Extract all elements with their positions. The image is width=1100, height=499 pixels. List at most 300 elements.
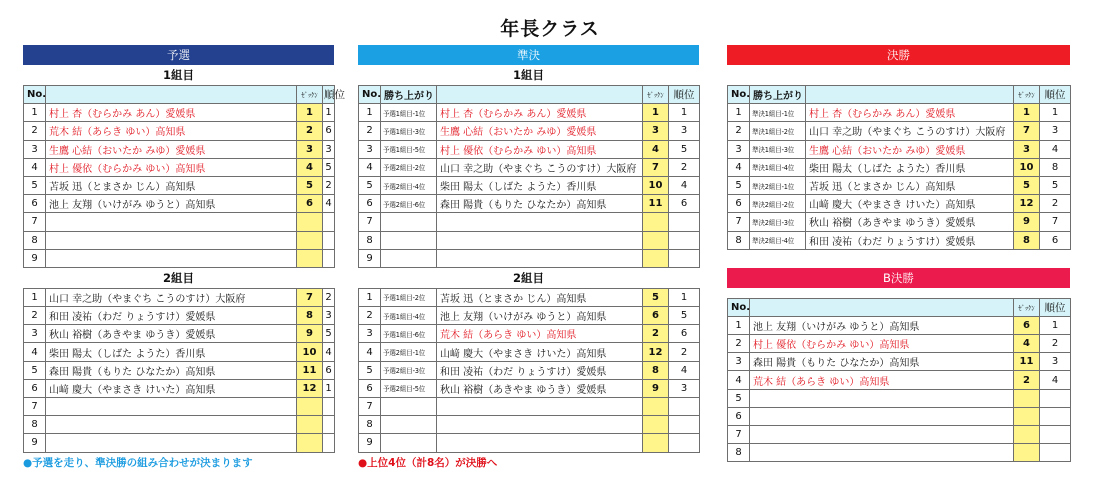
advance-source: 予選1組目-1位 [381,104,437,122]
table-row [359,176,700,194]
header-row [728,298,1071,316]
bib-number: 10 [297,343,323,361]
bib-number [643,249,669,267]
bib-number: 3 [297,140,323,158]
advance-source: 準決1組目-1位 [750,104,806,122]
row-number: 6 [24,379,46,397]
athlete-name [46,434,297,452]
rank-value: 2 [669,158,700,176]
bib-number [1014,407,1040,425]
table-row [359,213,700,231]
bib-number [643,434,669,452]
rank-value: 2 [1040,195,1071,213]
table-row [359,398,700,416]
advance-source [381,434,437,452]
table-row [359,104,700,122]
athlete-name [750,389,1014,407]
rank-value: 5 [669,307,700,325]
rank-value: 6 [323,361,335,379]
row-number: 8 [359,231,381,249]
bib-number [643,231,669,249]
rank-value: 3 [323,140,335,158]
athlete-name: 村上 優依（むらかみ ゆい）高知県 [46,158,297,176]
bib-number: 8 [643,361,669,379]
prelim-group1-table [23,85,345,268]
advance-source: 予選2組目-2位 [381,158,437,176]
row-number: 3 [359,140,381,158]
table-row [24,398,335,416]
rank-value [1040,389,1071,407]
rank-value [1040,407,1071,425]
rank-value: 5 [323,325,335,343]
table-row [728,140,1071,158]
prelim-group2-table [23,288,335,453]
bib-number [643,416,669,434]
rank-value: 1 [669,104,700,122]
prelim-banner: 予選 [23,45,334,65]
table-row [359,343,700,361]
athlete-name [437,416,643,434]
row-number: 6 [24,195,46,213]
semi-group2-label: 2組目 [512,270,544,285]
athlete-name: 村上 杏（むらかみ あん）愛媛県 [46,104,297,122]
row-number: 4 [24,158,46,176]
table-row [359,249,700,267]
bib-number: 8 [297,307,323,325]
bib-number: 4 [643,140,669,158]
row-number: 8 [24,416,46,434]
rank-value: 2 [1040,335,1071,353]
name-header [750,298,1014,316]
row-number: 5 [728,389,750,407]
athlete-name: 池上 友翔（いけがみ ゆうと）高知県 [750,316,1014,334]
bib-number: 1 [643,104,669,122]
table-row [359,416,700,434]
advance-source: 準決2組目-3位 [750,213,806,231]
semi-note: ●上位4位（計8名）が決勝へ [358,456,498,469]
row-number: 2 [24,122,46,140]
athlete-name: 村上 杏（むらかみ あん）愛媛県 [437,104,643,122]
bfinal-table [727,298,1071,463]
bib-number [1014,426,1040,444]
bib-number: 12 [1014,195,1040,213]
advance-source: 準決2組目-2位 [750,195,806,213]
table-row [24,176,335,194]
table-row [728,104,1071,122]
row-number: 9 [359,434,381,452]
name-header [806,86,1014,104]
row-number: 7 [24,398,46,416]
rank-value: 1 [323,104,335,122]
athlete-name: 荒木 結（あらき ゆい）高知県 [437,325,643,343]
header-row [24,86,335,104]
athlete-name [46,398,297,416]
bib-number: 5 [643,288,669,306]
advance-source [381,416,437,434]
athlete-name [750,444,1014,462]
advance-source [381,398,437,416]
rank-value: 4 [323,343,335,361]
athlete-name: 池上 友翔（いけがみ ゆうと）高知県 [46,195,297,213]
athlete-name: 苫坂 迅（とまさか じん）高知県 [437,288,643,306]
bib-number [297,434,323,452]
rank-value: 5 [669,140,700,158]
bib-number: 9 [1014,213,1040,231]
table-row [24,122,335,140]
advance-source: 予選1組目-4位 [381,307,437,325]
athlete-name: 森田 陽貴（もりた ひなたか）高知県 [750,353,1014,371]
row-number: 7 [728,426,750,444]
rank-value [669,434,700,452]
table-row [728,158,1071,176]
bib-number: 9 [643,379,669,397]
row-number: 4 [728,371,750,389]
rank-value: 6 [1040,231,1071,249]
bib-header: ｾﾞｯｹﾝ [1014,86,1040,104]
athlete-name: 村上 優依（むらかみ ゆい）高知県 [437,140,643,158]
athlete-name: 秋山 裕樹（あきやま ゆうき）愛媛県 [806,213,1014,231]
bib-number [643,213,669,231]
rank-value [669,231,700,249]
rank-value: 4 [323,195,335,213]
bib-number [1014,444,1040,462]
no-header: No. [24,86,46,104]
bib-number: 6 [297,195,323,213]
rank-value: 6 [669,195,700,213]
table-row [728,231,1071,249]
advance-source [381,213,437,231]
advance-source: 準決2組目-1位 [750,176,806,194]
table-row [728,195,1071,213]
bib-number: 2 [297,122,323,140]
row-number: 1 [359,104,381,122]
bib-number [297,416,323,434]
final-table [727,85,1071,250]
bib-number [643,398,669,416]
row-number: 6 [728,407,750,425]
rank-value: 1 [669,288,700,306]
bib-number: 6 [1014,316,1040,334]
table-row [359,307,700,325]
bib-number: 6 [643,307,669,325]
advance-source: 予選2組目-6位 [381,195,437,213]
row-number: 3 [728,353,750,371]
row-number: 8 [728,444,750,462]
row-number: 1 [728,316,750,334]
no-header: No. [728,86,750,104]
table-row [728,353,1071,371]
bib-number: 1 [297,104,323,122]
no-header: No. [359,86,381,104]
athlete-name: 和田 凌祐（わだ りょうすけ）愛媛県 [46,307,297,325]
row-number: 9 [24,249,46,267]
athlete-name: 山口 幸之助（やまぐち こうのすけ）大阪府 [437,158,643,176]
rank-value [669,398,700,416]
rank-value: 3 [669,122,700,140]
row-number: 7 [728,213,750,231]
rank-header: 順位 [1040,86,1071,104]
advance-source: 予選1組目-2位 [381,288,437,306]
row-number: 8 [728,231,750,249]
rank-header: 順位 [669,86,700,104]
table-row [359,379,700,397]
athlete-name [46,249,297,267]
athlete-name: 森田 陽貴（もりた ひなたか）高知県 [46,361,297,379]
table-row [24,343,335,361]
advance-header: 勝ち上がり [750,86,806,104]
prelim-group1-label: 1組目 [162,68,194,82]
row-number: 7 [359,398,381,416]
row-number: 4 [359,343,381,361]
rank-value [323,213,335,231]
table-row [24,416,335,434]
table-row [24,307,335,325]
athlete-name [437,249,643,267]
table-row [24,158,335,176]
athlete-name [437,434,643,452]
row-number: 4 [728,158,750,176]
bfinal-banner: B決勝 [727,268,1070,288]
row-number: 4 [24,343,46,361]
rank-value: 4 [1040,371,1071,389]
rank-value [1040,444,1071,462]
bib-number [1014,389,1040,407]
athlete-name [437,398,643,416]
athlete-name: 和田 凌祐（わだ りょうすけ）愛媛県 [806,231,1014,249]
rank-value [323,416,335,434]
page-title: 年長クラス [500,18,600,40]
row-number: 1 [24,288,46,306]
table-row [359,195,700,213]
table-row [728,444,1071,462]
athlete-name: 生鷹 心結（おいたか みゆ）愛媛県 [806,140,1014,158]
rank-value: 2 [323,288,335,306]
rank-header: 順位 [1040,298,1071,316]
table-row [24,288,335,306]
row-number: 8 [24,231,46,249]
rank-value [669,213,700,231]
advance-source: 予選1組目-3位 [381,122,437,140]
rank-value: 8 [1040,158,1071,176]
athlete-name: 村上 杏（むらかみ あん）愛媛県 [806,104,1014,122]
athlete-name: 和田 凌祐（わだ りょうすけ）愛媛県 [437,361,643,379]
advance-source: 予選2組目-4位 [381,176,437,194]
bib-number: 10 [1014,158,1040,176]
advance-source: 予選1組目-6位 [381,325,437,343]
athlete-name: 山﨑 慶大（やまさき けいた）高知県 [437,343,643,361]
header-row [728,86,1071,104]
row-number: 5 [728,176,750,194]
bib-header: ｾﾞｯｹﾝ [1014,298,1040,316]
rank-value [323,434,335,452]
rank-value: 1 [323,379,335,397]
rank-value: 4 [1040,140,1071,158]
bib-number: 9 [297,325,323,343]
athlete-name: 山﨑 慶大（やまさき けいた）高知県 [806,195,1014,213]
bib-number: 12 [297,379,323,397]
row-number: 3 [728,140,750,158]
athlete-name: 苫坂 迅（とまさか じん）高知県 [806,176,1014,194]
athlete-name [750,407,1014,425]
table-row [24,104,335,122]
row-number: 7 [24,213,46,231]
bib-number: 11 [1014,353,1040,371]
bib-number [297,249,323,267]
row-number: 4 [359,158,381,176]
bib-number: 7 [1014,122,1040,140]
row-number: 5 [359,176,381,194]
rank-value [1040,426,1071,444]
athlete-name: 山口 幸之助（やまぐち こうのすけ）大阪府 [806,122,1014,140]
rank-value [669,249,700,267]
bib-number: 5 [1014,176,1040,194]
bib-header: ｾﾞｯｹﾝ [297,86,323,104]
bib-number: 3 [643,122,669,140]
athlete-name: 荒木 結（あらき ゆい）高知県 [750,371,1014,389]
advance-source: 準決1組目-3位 [750,140,806,158]
table-row [728,407,1071,425]
table-row [728,213,1071,231]
row-number: 9 [24,434,46,452]
row-number: 5 [359,361,381,379]
semi-banner: 準決 [358,45,699,65]
bib-number: 1 [1014,104,1040,122]
athlete-name [46,416,297,434]
rank-value: 3 [1040,353,1071,371]
athlete-name [46,231,297,249]
rank-header: 順位 [323,86,335,104]
row-number: 2 [728,335,750,353]
table-row [24,434,335,452]
table-row [24,195,335,213]
rank-value: 3 [323,307,335,325]
prelim-group2-label: 2組目 [162,270,194,285]
athlete-name: 村上 優依（むらかみ ゆい）高知県 [750,335,1014,353]
table-row [359,288,700,306]
no-header: No. [728,298,750,316]
semi-group1-table [358,85,700,268]
advance-source: 準決2組目-4位 [750,231,806,249]
semi-column [358,45,699,471]
bib-number: 11 [297,361,323,379]
bib-number: 4 [297,158,323,176]
rank-value: 3 [669,379,700,397]
row-number: 6 [728,195,750,213]
row-number: 2 [359,122,381,140]
table-row [359,361,700,379]
row-number: 5 [24,361,46,379]
table-row [728,389,1071,407]
athlete-name: 森田 陽貴（もりた ひなたか）高知県 [437,195,643,213]
athlete-name [750,426,1014,444]
prelim-column [23,45,345,471]
semi-group2-table [358,288,700,453]
bib-number: 3 [1014,140,1040,158]
advance-source: 予選2組目-1位 [381,343,437,361]
athlete-name: 山﨑 慶大（やまさき けいた）高知県 [46,379,297,397]
table-row [24,325,335,343]
bib-number: 8 [1014,231,1040,249]
bib-number: 5 [297,176,323,194]
bib-number: 7 [643,158,669,176]
table-row [359,122,700,140]
bib-number [297,398,323,416]
athlete-name: 柴田 陽太（しばた ようた）香川県 [46,343,297,361]
row-number: 3 [359,325,381,343]
table-row [359,325,700,343]
rank-value: 6 [669,325,700,343]
athlete-name: 荒木 結（あらき ゆい）高知県 [46,122,297,140]
athlete-name: 柴田 陽太（しばた ようた）香川県 [437,176,643,194]
rank-value [323,398,335,416]
table-row [24,249,335,267]
table-row [728,316,1071,334]
rank-value: 5 [1040,176,1071,194]
advance-source: 予選1組目-5位 [381,140,437,158]
advance-source [381,231,437,249]
row-number: 1 [728,104,750,122]
bib-number: 10 [643,176,669,194]
row-number: 2 [359,307,381,325]
rank-value [669,416,700,434]
final-banner: 決勝 [727,45,1070,65]
row-number: 2 [24,307,46,325]
advance-source [381,249,437,267]
table-row [359,231,700,249]
bib-number: 7 [297,288,323,306]
table-row [728,371,1071,389]
athlete-name: 秋山 裕樹（あきやま ゆうき）愛媛県 [46,325,297,343]
bib-number: 12 [643,343,669,361]
prelim-note: ●予選を走り、準決勝の組み合わせが決まります [23,456,253,469]
row-number: 1 [359,288,381,306]
rank-value: 1 [1040,316,1071,334]
row-number: 3 [24,325,46,343]
table-row [728,335,1071,353]
bib-number: 4 [1014,335,1040,353]
bib-number: 11 [643,195,669,213]
table-row [728,122,1071,140]
athlete-name [437,213,643,231]
bib-number: 2 [1014,371,1040,389]
rank-value: 1 [1040,104,1071,122]
header-row [359,86,700,104]
athlete-name: 山口 幸之助（やまぐち こうのすけ）大阪府 [46,288,297,306]
row-number: 6 [359,195,381,213]
athlete-name: 柴田 陽太（しばた ようた）香川県 [806,158,1014,176]
table-row [24,140,335,158]
name-header [46,86,297,104]
rank-value: 7 [1040,213,1071,231]
advance-source: 準決1組目-4位 [750,158,806,176]
rank-value: 2 [669,343,700,361]
rank-value [323,249,335,267]
table-row [728,176,1071,194]
table-row [359,158,700,176]
rank-value: 5 [323,158,335,176]
table-row [728,426,1071,444]
semi-group1-label: 1組目 [512,68,544,82]
advance-source: 予選2組目-5位 [381,379,437,397]
bib-number: 2 [643,325,669,343]
athlete-name: 生鷹 心結（おいたか みゆ）愛媛県 [46,140,297,158]
bib-number [297,231,323,249]
table-row [24,379,335,397]
row-number: 6 [359,379,381,397]
rank-value: 3 [1040,122,1071,140]
athlete-name: 秋山 裕樹（あきやま ゆうき）愛媛県 [437,379,643,397]
row-number: 9 [359,249,381,267]
